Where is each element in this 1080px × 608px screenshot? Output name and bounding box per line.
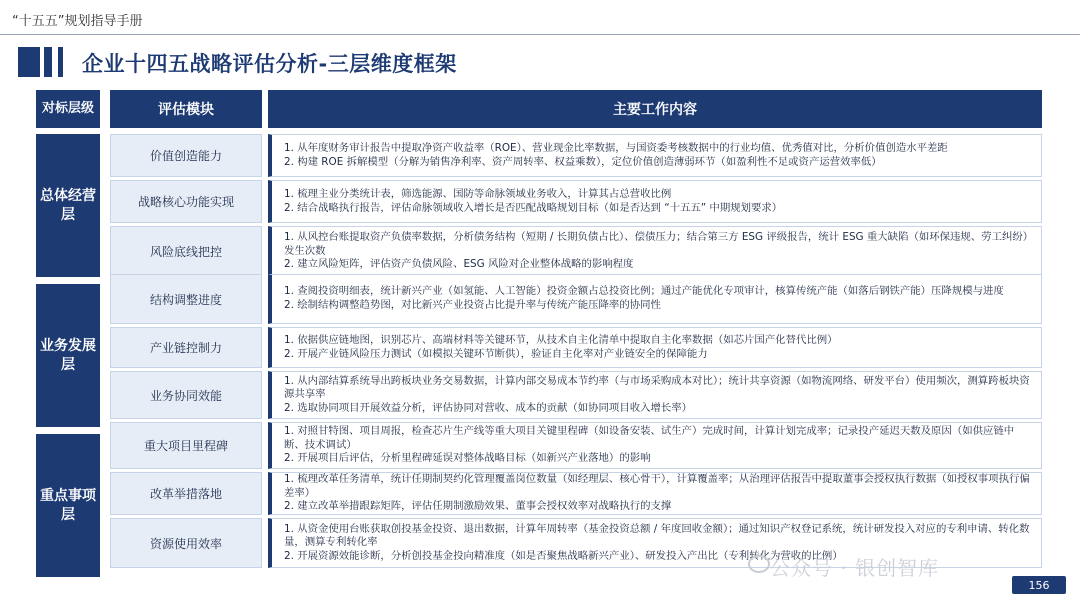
top-divider <box>0 34 1080 35</box>
content-risk-control <box>268 226 1042 277</box>
watermark: 公众号 · 银创智库 <box>770 556 940 580</box>
page-title: 企业十四五战略评估分析-三层维度框架 <box>82 52 457 76</box>
layer-overall-operations: 总体经营层 <box>36 134 100 277</box>
content-line: 2. 结合战略执行报告，评估命脉领域收入增长是否匹配战略规划目标（如是否达到 “十五五” 中期规划要求） <box>284 201 783 214</box>
content-structural-adjustment <box>268 274 1042 324</box>
deco-block-medium <box>44 47 52 77</box>
content-line: 2. 开展项目后评估，分析里程碑延误对整体战略目标（如新兴产业落地）的影响 <box>284 452 651 465</box>
content-line: 2. 建立风险矩阵，评估资产负债风险、ESG 风险对企业整体战略的影响程度 <box>284 258 634 271</box>
content-line: 2. 绘制结构调整趋势图，对比新兴产业投资占比提升率与传统产能压降率的协同性 <box>284 299 661 311</box>
module-value-creation: 价值创造能力 <box>110 134 262 177</box>
module-project-milestones: 重大项目里程碑 <box>110 422 262 469</box>
content-industry-chain-control <box>268 327 1042 368</box>
module-business-synergy: 业务协同效能 <box>110 371 262 419</box>
module-strategic-function: 战略核心功能实现 <box>110 180 262 223</box>
content-line: 2. 开展产业链风险压力测试（如模拟关键环节断供），验证自主化率对产业链安全的保障能力 <box>284 347 708 360</box>
wechat-icon <box>748 555 770 573</box>
layer-business-development: 业务发展层 <box>36 284 100 427</box>
content-line: 1. 从风控台账提取资产负债率数据，分析债务结构（短期 / 长期负债占比）、偿债压力；结合第三方 ESG 评级报告，统计 ESG 重大缺陷（如环保违规、劳工纠纷）发生次数 <box>284 231 1028 257</box>
header-module: 评估模块 <box>110 90 262 128</box>
content-line: 1. 依据供应链地图，识别芯片、高端材料等关键环节，从技术自主化清单中提取自主化率数据（如芯片国产化替代比例） <box>284 333 838 346</box>
module-structural-adjustment: 结构调整进度 <box>110 274 262 324</box>
content-line: 1. 查阅投资明细表，统计新兴产业（如氢能、人工智能）投资金额占总投资比例；通过产能优化专项审计，核算传统产能（如落后钢铁产能）压降规模与进度 <box>284 285 1004 298</box>
header-layer: 对标层级 <box>36 90 100 128</box>
top-title: “十五五”规划指导手册 <box>12 14 143 29</box>
module-resource-efficiency: 资源使用效率 <box>110 518 262 568</box>
page-number: 156 <box>1012 576 1066 594</box>
content-business-synergy <box>268 371 1042 419</box>
content-line: 1. 从内部结算系统导出跨板块业务交易数据，计算内部交易成本节约率（与市场采购成本对比）；统计共享资源（如物流网络、研发平台）使用频次，测算跨板块资源共享率 <box>284 374 1030 401</box>
content-line: 2. 建立改革举措跟踪矩阵，评估任期制激励效果、董事会授权效率对战略执行的支撑 <box>284 500 672 513</box>
content-line: 2. 开展资源效能诊断，分析创投基金投向精准度（如是否聚焦战略新兴产业）、研发投入产出比（专利转化为营收的比例） <box>284 549 843 562</box>
content-strategic-function <box>268 180 1042 223</box>
layer-key-matters: 重点事项层 <box>36 434 100 577</box>
content-line: 1. 梳理改革任务清单，统计任期制契约化管理覆盖岗位数量（如经理层、核心骨干），计算覆盖率；从治理评估报告中提取董事会授权执行数据（如授权事项执行偏差率） <box>284 473 1030 499</box>
content-reform-implementation <box>268 472 1042 515</box>
module-risk-control: 风险底线把控 <box>110 226 262 277</box>
content-line: 1. 从年度财务审计报告中提取净资产收益率（ROE）、营业现金比率数据，与国资委考核数据中的行业均值、优秀值对比，分析价值创造水平差距 <box>284 141 948 154</box>
content-line: 1. 梳理主业分类统计表，筛选能源、国防等命脉领域业务收入，计算其占总营收比例 <box>284 187 672 200</box>
content-line: 2. 构建 ROE 拆解模型（分解为销售净利率、资产周转率、权益乘数），定位价值创造薄弱环节（如盈利性不足或资产运营效率低） <box>284 155 882 168</box>
module-reform-implementation: 改革举措落地 <box>110 472 262 515</box>
deco-block-small <box>58 47 63 77</box>
content-project-milestones <box>268 422 1042 469</box>
content-line: 1. 从资金使用台账获取创投基金投资、退出数据，计算年周转率（基金投资总额 / 年度回收金额）；通过知识产权登记系统，统计研发投入对应的专利申请、转化数量，测算专利转化率 <box>284 522 1030 549</box>
content-value-creation <box>268 134 1042 177</box>
header-content: 主要工作内容 <box>268 90 1042 128</box>
module-industry-chain-control: 产业链控制力 <box>110 327 262 368</box>
content-line: 2. 选取协同项目开展效益分析，评估协同对营收、成本的贡献（如协同项目收入增长率） <box>284 401 693 414</box>
content-line: 1. 对照甘特图、项目周报，检查芯片生产线等重大项目关键里程碑（如设备安装、试生产）完成时间，计算计划完成率；记录投产延迟天数及原因（如供应链中断、技术调试） <box>284 425 1015 451</box>
deco-block-large <box>18 47 40 77</box>
